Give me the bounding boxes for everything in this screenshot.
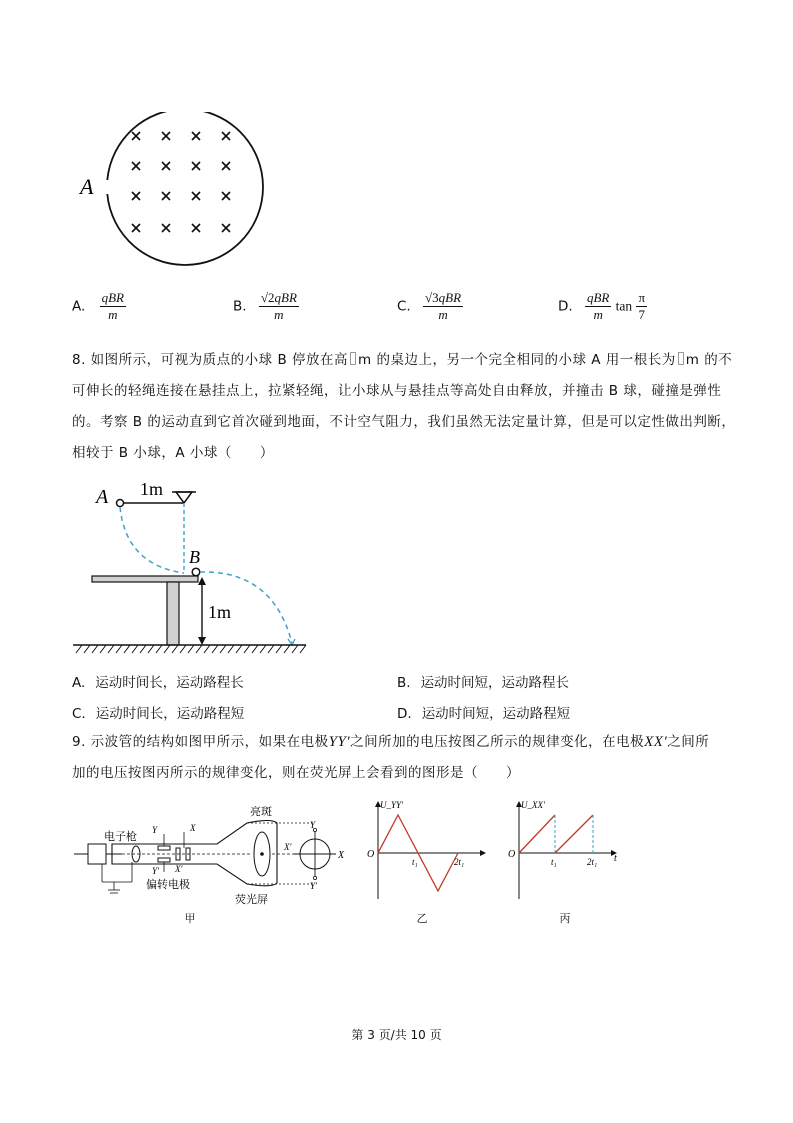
blank-box <box>350 352 356 365</box>
label-a: A <box>96 486 109 508</box>
svg-text:t₁: t₁ <box>551 857 557 867</box>
label-spot: 亮斑 <box>250 805 272 818</box>
svg-text:t₁: t₁ <box>412 857 418 867</box>
q8-option-d[interactable]: D. 运动时间短，运动路程短 <box>397 706 571 722</box>
caption-jia: 甲 <box>184 912 196 925</box>
q7-option-d[interactable]: D. $\frac{\text{qBR}}{m}$ tan $\frac{\pi}{7}$ <box>558 290 646 322</box>
table-leg <box>167 582 179 645</box>
magnetic-field-figure <box>70 112 280 272</box>
voltage-xx-graph <box>505 795 625 905</box>
label-screen: 荧光屏 <box>235 893 268 906</box>
q9-line-2: 加的电压按图丙所示的规律变化，则在荧光屏上会看到的图形是（ ） <box>72 765 520 781</box>
q8-line-1: 8. 如图所示，可视为质点的小球 B 停放在高 m 的桌边上，另一个完全相同的小球 A 用一根长为 m 的不 <box>72 352 733 368</box>
point-a-label: A <box>80 174 94 199</box>
field-boundary-circle <box>107 112 263 265</box>
q8-option-c[interactable]: C. 运动时间长，运动路程短 <box>72 706 245 722</box>
svg-text:X′: X′ <box>175 864 183 874</box>
caption-yi: 乙 <box>416 912 428 925</box>
q8-line-2: 可伸长的轻绳连接在悬挂点上，拉紧轻绳，让小球从与悬挂点等高处自由释放，并撞击 B 球，碰撞是弹性 <box>72 383 722 399</box>
blank-box <box>678 352 684 365</box>
q8-line-3: 的。考察 B 的运动直到它首次碰到地面，不计空气阻力，我们虽然无法定量计算，但是可以定性做出判断， <box>72 414 736 430</box>
q7-option-c[interactable]: C. $\frac{\text{√3qBR}}{m}$ <box>397 290 462 322</box>
label-b: B <box>189 547 200 567</box>
pivot-icon <box>176 492 192 503</box>
svg-text:U_YY′: U_YY′ <box>380 800 403 810</box>
table-top <box>92 576 198 582</box>
sawtooth-wave-1 <box>519 815 555 853</box>
label-gun: 电子枪 <box>104 830 137 843</box>
q8-option-a[interactable]: A. 运动时间长，运动路程长 <box>72 675 244 691</box>
svg-text:2t₁: 2t₁ <box>587 857 598 867</box>
svg-text:2t₁: 2t₁ <box>454 857 465 867</box>
q8-line-4: 相较于 B 小球，A 小球（ ） <box>72 445 274 461</box>
q8-stem <box>72 346 736 467</box>
q7-option-b[interactable]: B. $\frac{\text{√2qBR}}{m}$ <box>233 290 297 322</box>
sawtooth-wave-2 <box>555 815 593 853</box>
q7-option-a[interactable]: A. $\frac{\text{qBR}}{m}$ <box>72 290 124 322</box>
table-height-label: 1m <box>208 602 232 622</box>
svg-text:U_XX′: U_XX′ <box>521 800 545 810</box>
page-footer: 第 3 页/共 10 页 <box>351 1028 442 1042</box>
rope-length-label: 1m <box>140 479 164 499</box>
svg-text:Y′: Y′ <box>152 866 159 876</box>
svg-text:Y′: Y′ <box>310 881 317 891</box>
voltage-yy-graph <box>362 795 492 905</box>
svg-text:X′: X′ <box>284 842 292 852</box>
q9-stem <box>72 728 732 787</box>
pendulum-table-figure <box>68 475 313 660</box>
svg-text:Y: Y <box>152 825 158 835</box>
caption-bing: 丙 <box>559 912 571 925</box>
oscilloscope-tube-figure <box>72 798 362 928</box>
ball-a-trajectory <box>120 507 184 573</box>
svg-text:Y: Y <box>310 820 316 830</box>
svg-text:t: t <box>614 853 617 864</box>
q8-option-b[interactable]: B. 运动时间短，运动路程长 <box>397 675 570 691</box>
svg-text:O: O <box>508 849 516 860</box>
ball-b <box>192 568 200 576</box>
field-cross-marks <box>132 132 230 232</box>
svg-text:X: X <box>190 823 196 833</box>
ball-a <box>117 500 124 507</box>
svg-text:X: X <box>338 850 345 861</box>
label-deflect: 偏转电极 <box>146 878 190 891</box>
svg-text:O: O <box>367 849 375 860</box>
q9-line-1: 9. 示波管的结构如图甲所示，如果在电极YY′之间所加的电压按图乙所示的规律变化，在电极XX′之间所 <box>72 734 710 750</box>
